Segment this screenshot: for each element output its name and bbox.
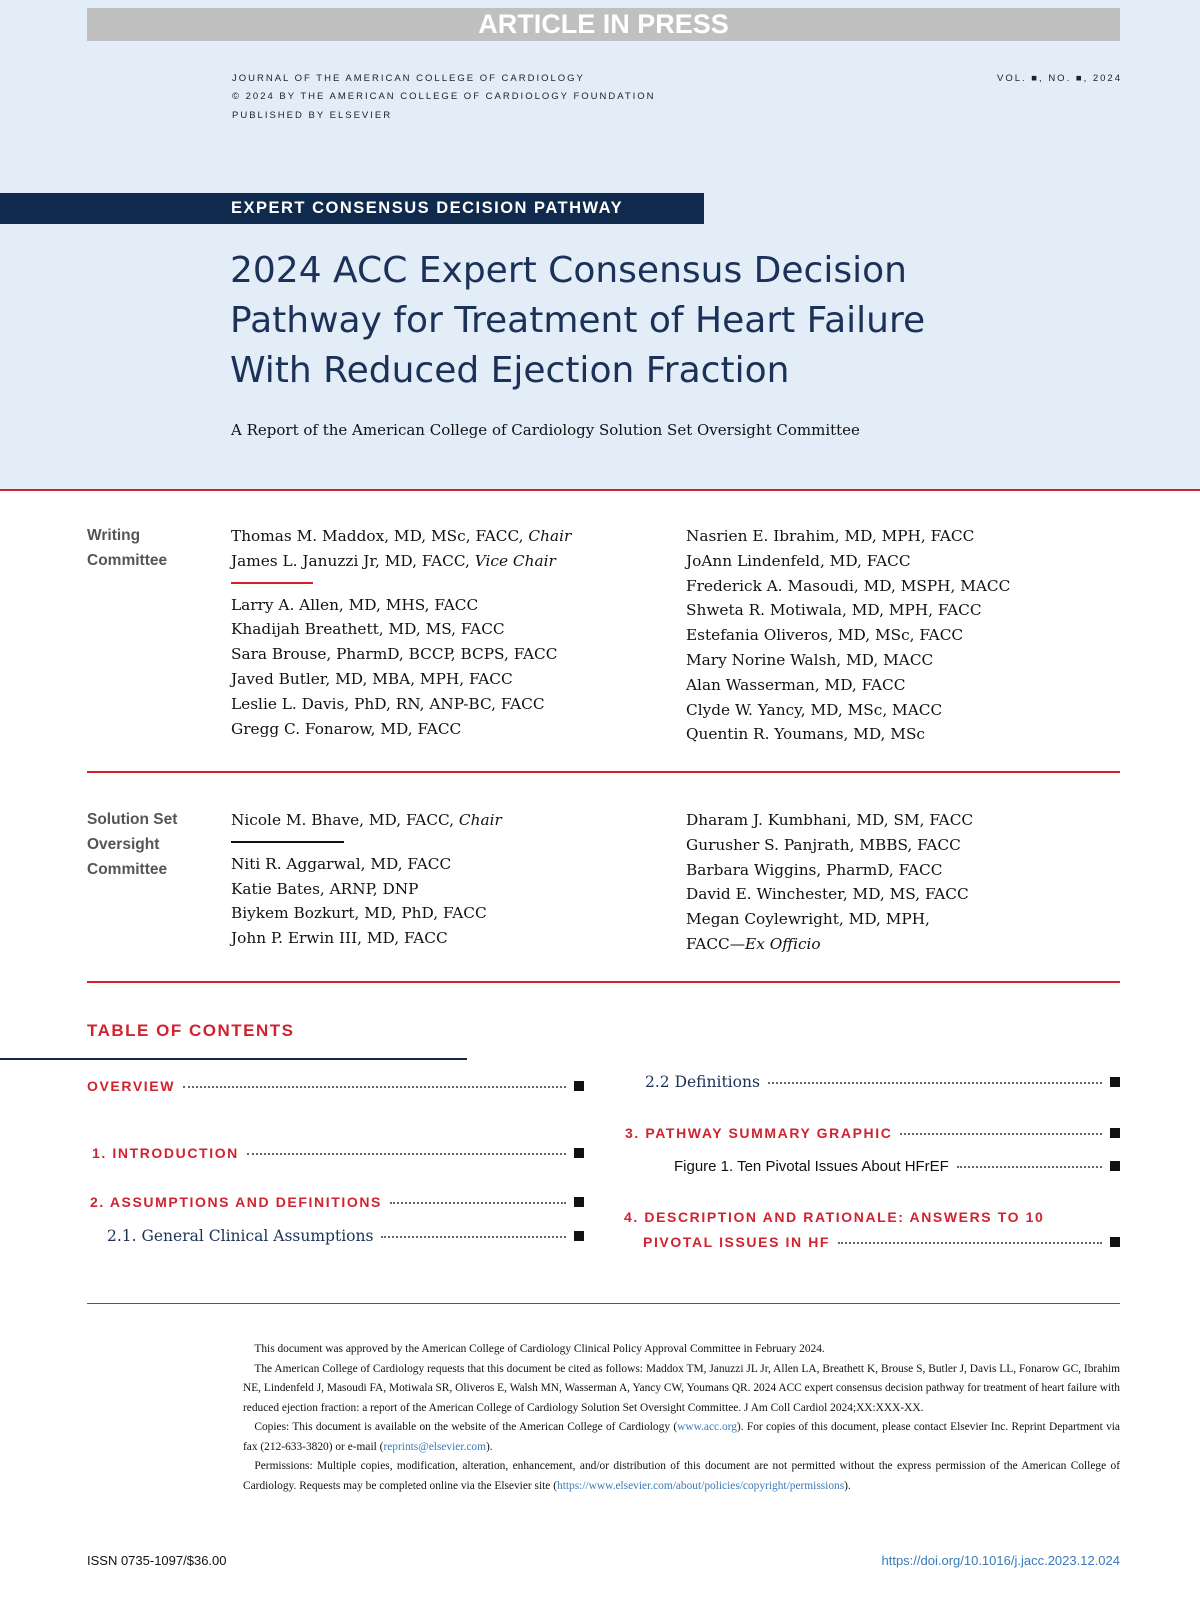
chair: Thomas M. Maddox, MD, MSc, FACC, Chair bbox=[231, 527, 572, 545]
copyright: © 2024 BY THE AMERICAN COLLEGE OF CARDIOLOGY FOUNDATION bbox=[232, 91, 656, 102]
member: David E. Winchester, MD, MS, FACC bbox=[686, 885, 969, 904]
toc-item-pathway-graphic[interactable]: 3. PATHWAY SUMMARY GRAPHIC bbox=[625, 1125, 1120, 1141]
page-marker-icon bbox=[1110, 1161, 1120, 1171]
member: Clyde W. Yancy, MD, MSc, MACC bbox=[686, 700, 943, 719]
article-title bbox=[230, 246, 1130, 396]
toc-item-overview[interactable]: OVERVIEW bbox=[87, 1078, 584, 1094]
member: Sara Brouse, PharmD, BCCP, BCPS, FACC bbox=[231, 645, 558, 664]
email-link[interactable]: reprints@elsevier.com bbox=[383, 1440, 486, 1453]
member: John P. Erwin III, MD, FACC bbox=[231, 929, 448, 948]
oversight-committee-right bbox=[686, 808, 973, 957]
member: Katie Bates, ARNP, DNP bbox=[231, 879, 419, 898]
member: Larry A. Allen, MD, MHS, FACC bbox=[231, 595, 479, 614]
issn: ISSN 0735-1097/$36.00 bbox=[87, 1553, 227, 1568]
member: FACC—Ex Officio bbox=[686, 934, 821, 953]
volume-info: VOL. ■, NO. ■, 2024 bbox=[997, 73, 1122, 84]
member: Frederick A. Masoudi, MD, MSPH, MACC bbox=[686, 576, 1011, 595]
title-line: Pathway for Treatment of Heart Failure bbox=[230, 300, 926, 341]
article-type-banner: EXPERT CONSENSUS DECISION PATHWAY bbox=[0, 193, 704, 224]
member: Javed Butler, MD, MBA, MPH, FACC bbox=[231, 669, 513, 688]
oversight-committee-label: Solution Set Oversight Committee bbox=[87, 811, 178, 878]
oversight-committee-left bbox=[231, 808, 502, 951]
copies-note: Copies: This document is available on the website of the American College of Cardiology (www.acc.org). For copies of this document, please contact Elsevier Inc. Reprint Department via fax (212-633-3820) or e-mail (reprints@elsevier.com). bbox=[243, 1421, 1120, 1453]
member: Shweta R. Motiwala, MD, MPH, FACC bbox=[686, 601, 982, 620]
separator bbox=[231, 582, 313, 584]
article-in-press-banner: ARTICLE IN PRESS bbox=[87, 8, 1120, 41]
page-marker-icon bbox=[1110, 1077, 1120, 1087]
member: Mary Norine Walsh, MD, MACC bbox=[686, 650, 934, 669]
toc-item-general-assumptions[interactable]: 2.1. General Clinical Assumptions bbox=[107, 1227, 584, 1245]
page-marker-icon bbox=[574, 1197, 584, 1207]
member: JoAnn Lindenfeld, MD, FACC bbox=[686, 551, 911, 570]
page-marker-icon bbox=[1110, 1237, 1120, 1247]
permissions-note: Permissions: Multiple copies, modification, alteration, enhancement, and/or distribution of this document are not permitted without the express permission of the American College of Cardiology. Requests may be completed online via the Elsevier site (https://www.elsevier.com/about/policies/copyright/permissions). bbox=[243, 1460, 1120, 1492]
member: Nasrien E. Ibrahim, MD, MPH, FACC bbox=[686, 527, 975, 545]
member: Alan Wasserman, MD, FACC bbox=[686, 675, 906, 694]
journal-name: JOURNAL OF THE AMERICAN COLLEGE OF CARDIOLOGY bbox=[232, 73, 585, 84]
separator bbox=[231, 841, 344, 843]
page-marker-icon bbox=[574, 1231, 584, 1241]
chair: Nicole M. Bhave, MD, FACC, Chair bbox=[231, 811, 502, 829]
publisher: PUBLISHED BY ELSEVIER bbox=[232, 110, 393, 121]
article-subtitle: A Report of the American College of Cardiology Solution Set Oversight Committee bbox=[231, 421, 860, 439]
title-line: 2024 ACC Expert Consensus Decision bbox=[230, 250, 907, 291]
member: Biykem Bozkurt, MD, PhD, FACC bbox=[231, 904, 487, 923]
member: Quentin R. Youmans, MD, MSc bbox=[686, 725, 925, 744]
toc-heading: TABLE OF CONTENTS bbox=[87, 1021, 295, 1040]
toc-underline bbox=[0, 1058, 467, 1060]
page-marker-icon bbox=[1110, 1128, 1120, 1138]
toc-item-definitions[interactable]: 2.2 Definitions bbox=[645, 1073, 1120, 1091]
divider bbox=[87, 771, 1120, 773]
member: Megan Coylewright, MD, MPH, bbox=[686, 910, 930, 929]
member: Estefania Oliveros, MD, MSc, FACC bbox=[686, 626, 964, 645]
toc-item-description-line1[interactable]: 4. DESCRIPTION AND RATIONALE: ANSWERS TO 10 bbox=[624, 1209, 1045, 1225]
page-marker-icon bbox=[574, 1148, 584, 1158]
toc-item-introduction[interactable]: 1. INTRODUCTION bbox=[92, 1145, 584, 1161]
citation-note: The American College of Cardiology requests that this document be cited as follows: Maddox TM, Januzzi JL Jr, Allen LA, Breathett K, Brouse S, Butler J, Davis LL, Fonarow GC, Ibrahim NE, Lindenfeld J, Masoudi FA, Motiwala SR, Oliveros E, Walsh MN, Wasserman A, Yancy CW, Youmans QR. 2024 ACC expert consensus decision pathway for treatment of heart failure with reduced ejection fraction: a report of the American College of Cardiology Solution Set Oversight Committee. J Am Coll Cardiol 2024;XX:XXX-XX. bbox=[243, 1362, 1120, 1414]
member: Dharam J. Kumbhani, MD, SM, FACC bbox=[686, 811, 974, 829]
acc-link[interactable]: www.acc.org bbox=[677, 1421, 737, 1433]
doi-link[interactable]: https://doi.org/10.1016/j.jacc.2023.12.024 bbox=[881, 1553, 1120, 1568]
divider bbox=[0, 489, 1200, 491]
member: Niti R. Aggarwal, MD, FACC bbox=[231, 854, 452, 873]
member: Gurusher S. Panjrath, MBBS, FACC bbox=[686, 835, 961, 854]
toc-item-description[interactable]: PIVOTAL ISSUES IN HF bbox=[643, 1234, 1120, 1250]
approval-note: This document was approved by the American College of Cardiology Clinical Policy Approval Committee in February 2024. bbox=[254, 1343, 825, 1355]
writing-committee-label: Writing Committee bbox=[87, 527, 168, 569]
permissions-link[interactable]: https://www.elsevier.com/about/policies/copyright/permissions bbox=[557, 1479, 845, 1492]
title-line: With Reduced Ejection Fraction bbox=[230, 350, 790, 391]
toc-item-assumptions[interactable]: 2. ASSUMPTIONS AND DEFINITIONS bbox=[90, 1194, 584, 1210]
divider bbox=[87, 981, 1120, 983]
writing-committee-left bbox=[231, 524, 571, 741]
member: Leslie L. Davis, PhD, RN, ANP-BC, FACC bbox=[231, 694, 545, 713]
footnotes bbox=[243, 1340, 1120, 1496]
member: Gregg C. Fonarow, MD, FACC bbox=[231, 719, 462, 738]
toc-item-figure-1[interactable]: Figure 1. Ten Pivotal Issues About HFrEF bbox=[674, 1158, 1120, 1175]
page-marker-icon bbox=[574, 1081, 584, 1091]
member: Barbara Wiggins, PharmD, FACC bbox=[686, 860, 943, 879]
writing-committee-right bbox=[686, 524, 1010, 747]
vice-chair: James L. Januzzi Jr, MD, FACC, Vice Chair bbox=[231, 551, 556, 570]
member: Khadijah Breathett, MD, MS, FACC bbox=[231, 620, 505, 639]
divider bbox=[87, 1303, 1120, 1304]
